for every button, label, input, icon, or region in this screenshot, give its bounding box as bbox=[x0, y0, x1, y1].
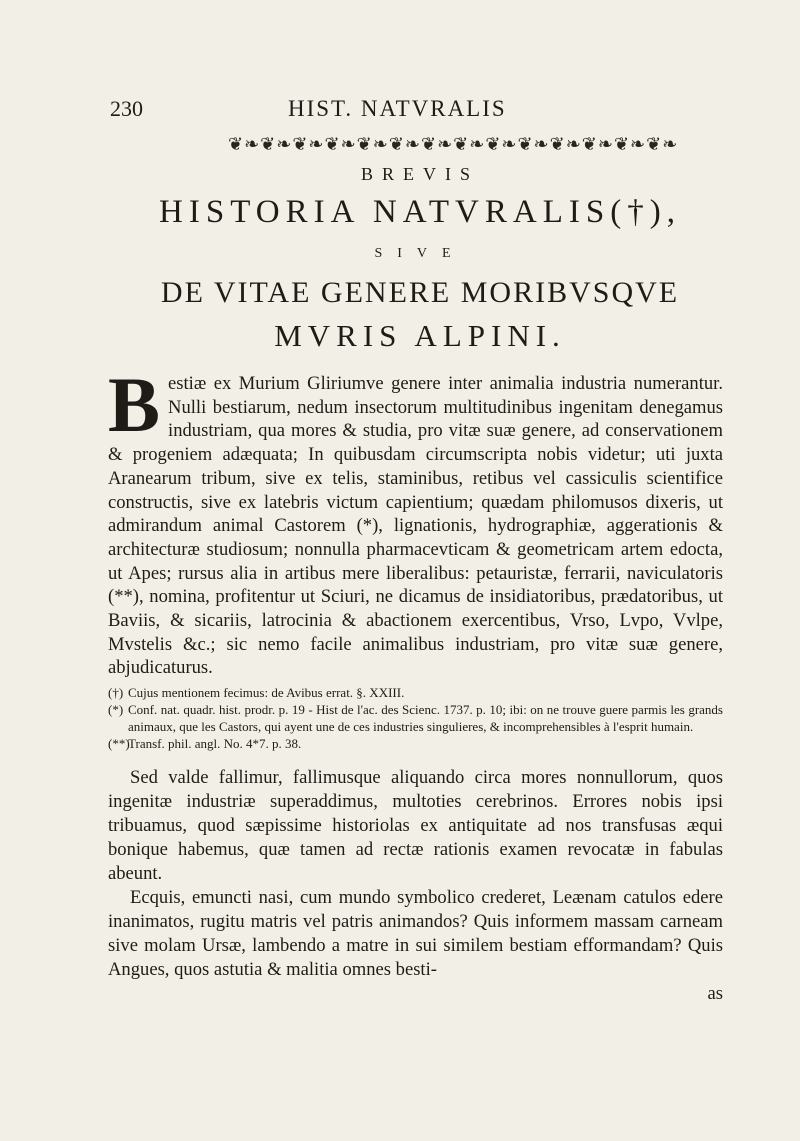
title-line-historia: HISTORIA NATVRALIS(†), bbox=[159, 194, 681, 230]
page-number: 230 bbox=[110, 96, 143, 121]
footnote bbox=[108, 735, 723, 752]
footnote-text: Transf. phil. angl. No. 4*7. p. 38. bbox=[128, 736, 302, 752]
footnote-mark: (*) bbox=[108, 702, 124, 718]
footnote-mark: (†) bbox=[108, 685, 124, 701]
body-text bbox=[108, 361, 723, 1006]
footnote bbox=[108, 684, 723, 701]
title-line-mvris: MVRIS ALPINI. bbox=[274, 318, 566, 353]
title-block bbox=[70, 164, 770, 362]
paragraph-3: Ecquis, emuncti nasi, cum mundo symbolico crederet, Leænam catulos edere inanimatos, rugitu matris vel patris animandos? Quis informem massam carneam sive molam Ursæ, lambendo a matre in sui similem bestiam efformandam? Quis Angues, quos astutia & malitia omnes besti- bbox=[108, 887, 723, 981]
title-line-de-vitae: DE VITAE GENERE MORIBVSQVE bbox=[160, 276, 680, 309]
drop-cap: B bbox=[108, 361, 161, 448]
title-line-brevis: BREVIS bbox=[360, 164, 479, 184]
catchword: as bbox=[707, 983, 723, 1005]
paragraph-1 bbox=[108, 361, 723, 680]
footnote-text: Cujus mentionem fecimus: de Avibus errat. §. XXIII. bbox=[128, 685, 405, 701]
running-head bbox=[110, 96, 690, 126]
footnote bbox=[108, 701, 723, 735]
paragraph-2: Sed valde fallimur, fallimusque aliquando circa mores nonnullorum, quos ingenitæ industriæ superaddimus, multoties cerebrinos. Errores nobis ipsi tribuamus, quod sæpissime historiolas ex antiquitate ad nos transfusas æqui bonique habemus, quæ tamen ad rectæ rationis examen revocatæ in fabulas abeunt. bbox=[108, 767, 723, 885]
footnote-text: Conf. nat. quadr. hist. prodr. p. 19 - Hist de l'ac. des Scienc. 1737. p. 10; ibi: on ne trouve guere parmis les grands animaux, que les Castors, qui ayent une de ces industries singulieres, & incomprehensibles à l'esprit humain. bbox=[128, 702, 723, 735]
footnote-mark: (**) bbox=[108, 736, 130, 752]
paragraph-1-text: estiæ ex Murium Gliriumve genere inter animalia industria numerantur. Nulli bestiarum, nedum insectorum multitudinibus ingenitam denegamus industriam, qua mores & studia, pro vitæ suæ genere, ad conservationem & progeniem adæquata; In quibusdam circumscripta nobis videtur; uti juxta Aranearum tribum, sive ex telis, staminibus, retibus vel cassiculis scientifice constructis, sive ex latebris victum capientium; quædam philomusos dixeris, ut admirandum animal Castorem (*), lignationis, hydrographiæ, aggerationis & architecturæ studiosum; nonnulla pharmacevticam & geometricam artem edocta, ut Apes; rursus alia in artibus mere liberalibus: petauristæ, ferrarii, naviculatoris (**), nomina, profitentur ut Sciuri, ne dicamus de insidiatoribus, prædatoribus, ut Baviis, & sicariis, latrocinia & abactionem exercentibus, Vrso, Lvpo, Vvlpe, Mvstelis &c.; sic nemo facile animalibus industriam, pro vitæ suæ genere, abjudicaturus. bbox=[108, 373, 723, 679]
running-title: HIST. NATVRALIS bbox=[288, 96, 507, 121]
footnotes bbox=[108, 684, 723, 752]
title-line-sive: SIVE bbox=[374, 246, 466, 261]
ornament-band: ❦❧❦❧❦❧❦❧❦❧❦❧❦❧❦❧❦❧❦❧❦❧❦❧❦❧❦❧ bbox=[228, 134, 679, 154]
